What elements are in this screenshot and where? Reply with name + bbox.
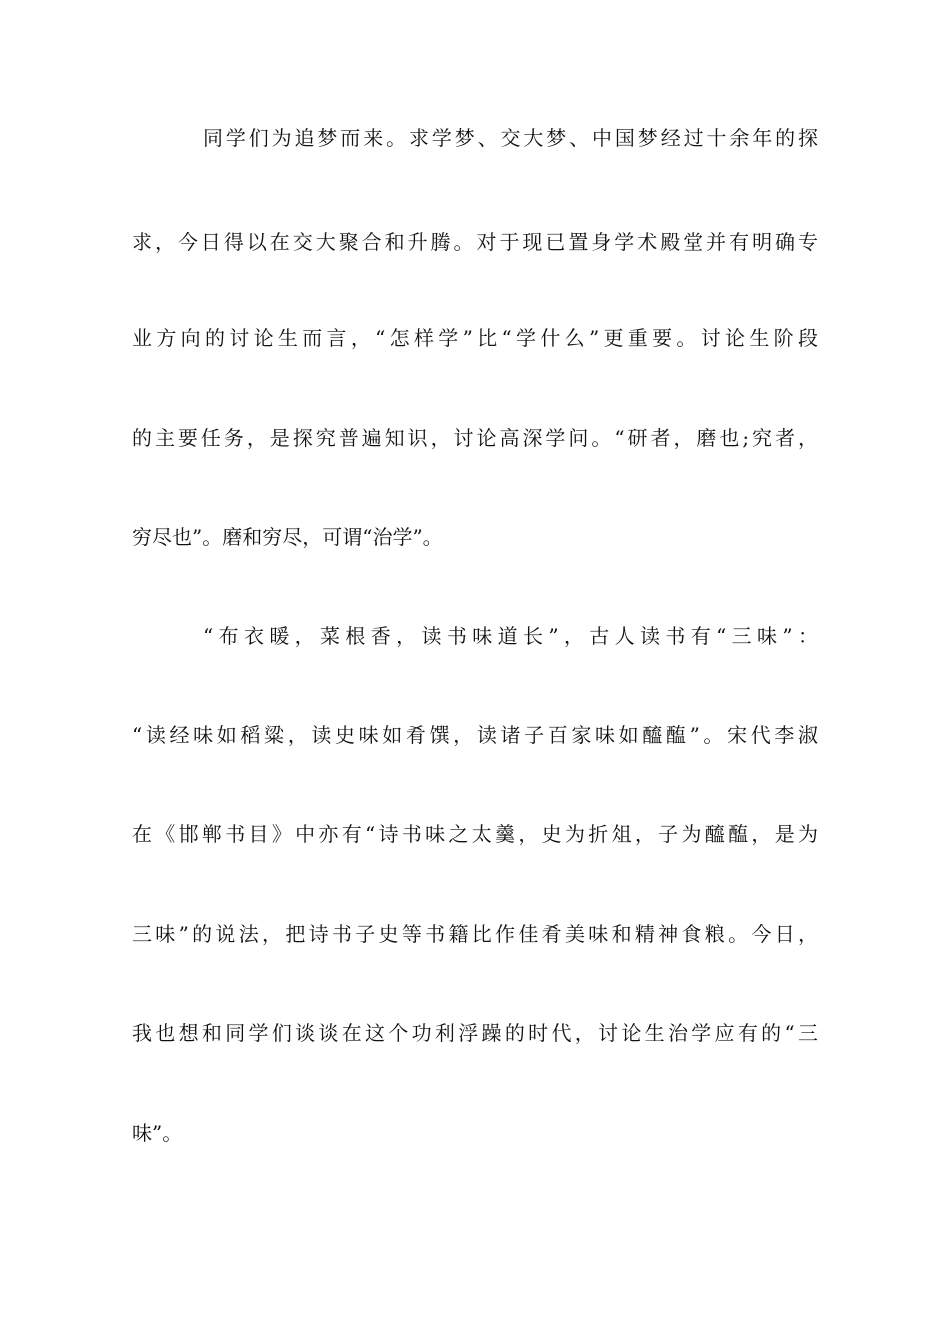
paragraph-1-line-2: 求，今日得以在交大聚合和升腾。对于现已置身学术殿堂并有明确专: [132, 230, 818, 254]
paragraph-1-line-3: 业方向的讨论生而言，“怎样学”比“学什么”更重要。讨论生阶段: [132, 326, 818, 350]
paragraph-2-line-6: 味”。: [132, 1121, 183, 1145]
paragraph-2-line-1: “布衣暖，菜根香，读书味道长”，古人读书有“三味”：: [203, 624, 818, 648]
paragraph-1-line-4: 的主要任务，是探究普遍知识，讨论高深学问。“研者，磨也;究者，: [132, 426, 818, 450]
paragraph-2-line-4: 三味”的说法，把诗书子史等书籍比作佳肴美味和精神食粮。今日，: [132, 922, 818, 946]
paragraph-1-line-1: 同学们为追梦而来。求学梦、交大梦、中国梦经过十余年的探: [203, 126, 818, 150]
paragraph-2-line-5: 我也想和同学们谈谈在这个功利浮躁的时代，讨论生治学应有的“三: [132, 1021, 818, 1045]
paragraph-2-line-2: “读经味如稻粱，读史味如肴馔，读诸子百家味如醯醢”。宋代李淑: [132, 723, 818, 747]
paragraph-1-line-5: 穷尽也”。磨和穷尽，可谓“治学”。: [132, 525, 443, 549]
paragraph-2-line-3: 在《邯郸书目》中亦有“诗书味之太羹，史为折俎，子为醯醢，是为: [132, 822, 818, 846]
